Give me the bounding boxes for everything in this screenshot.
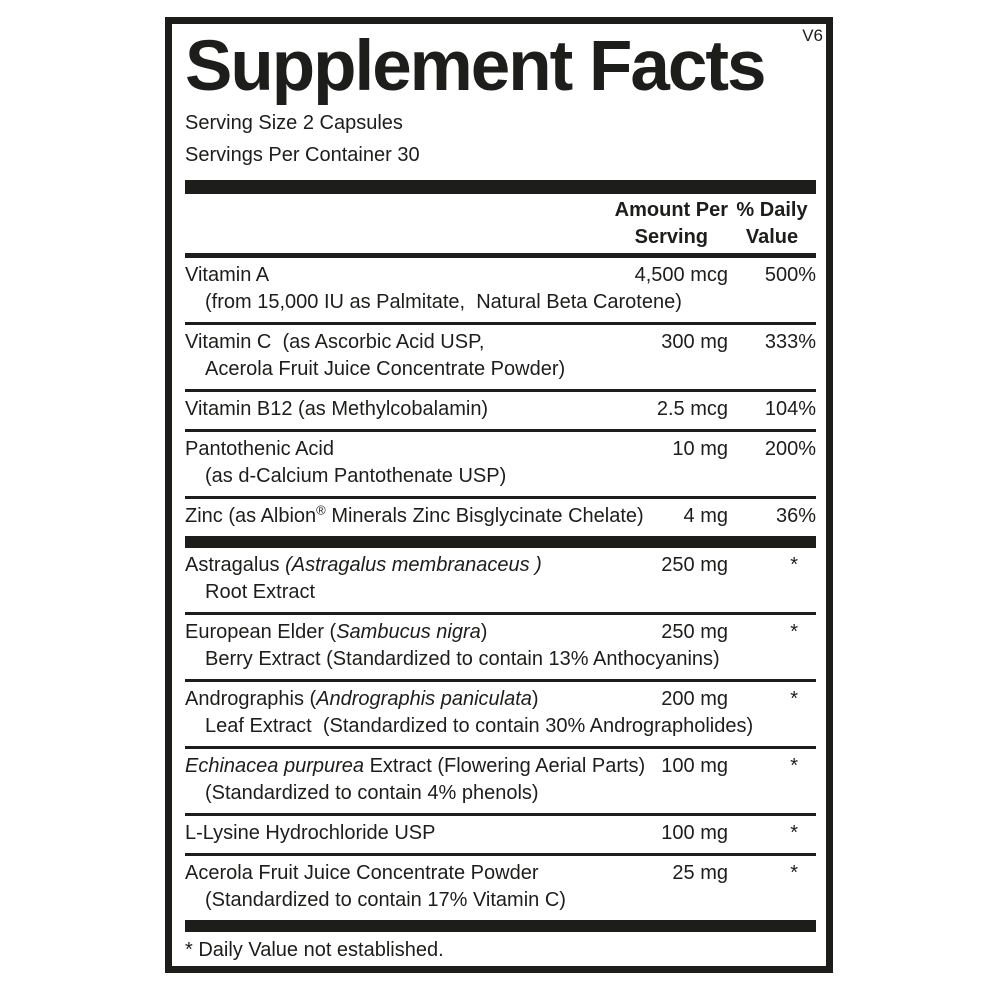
ingredient-rows: [185, 258, 816, 932]
ingredient-text: (as d-Calcium Pantothenate USP): [205, 465, 507, 487]
ingredient-daily-value: 104%: [764, 398, 816, 420]
ingredient-line2: [185, 579, 816, 606]
ingredient-amount: 250 mg: [661, 554, 728, 576]
ingredient-text: (from 15,000 IU as Palmitate, Natural Beta Carotene): [205, 291, 682, 313]
ingredient-daily-value: 333%: [764, 331, 816, 353]
ingredient-name: [185, 329, 484, 356]
panel-content: [172, 27, 826, 964]
ingredient-daily-value: 36%: [775, 505, 816, 527]
ingredient-amount: 4,500 mcg: [634, 264, 728, 286]
ingredient-row: [185, 432, 816, 499]
ingredient-line1: [185, 436, 816, 463]
ingredient-text: Leaf Extract (Standardized to contain 30% Andrographolides): [205, 715, 754, 737]
amount-header-line2: Serving: [634, 226, 708, 248]
ingredient-line1: [185, 396, 816, 423]
ingredient-text: Minerals Zinc Bisglycinate Chelate): [325, 505, 644, 527]
ingredient-name: [185, 860, 539, 887]
ingredient-text: Vitamin A: [185, 264, 270, 286]
ingredient-line1: [185, 503, 816, 530]
amount-header-line1: Amount Per: [614, 199, 728, 221]
ingredient-row: [185, 392, 816, 432]
ingredient-line1: [185, 686, 816, 713]
amount-per-serving-header: [615, 197, 728, 251]
ingredient-amount: 200 mg: [661, 688, 728, 710]
ingredient-botanical-name: Echinacea purpurea: [185, 755, 365, 777]
ingredient-text: Acerola Fruit Juice Concentrate Powder: [185, 862, 539, 884]
ingredient-row: [185, 816, 816, 856]
ingredient-name: [185, 686, 539, 713]
ingredient-botanical-name: Sambucus nigra: [336, 621, 481, 643]
serving-size: Serving Size 2 Capsules: [185, 112, 403, 134]
ingredient-row: [185, 258, 816, 325]
ingredient-amount: 300 mg: [661, 331, 728, 353]
ingredient-text: (Standardized to contain 17% Vitamin C): [205, 889, 566, 911]
column-header-row: [185, 194, 816, 258]
supplement-facts-panel: [165, 17, 833, 973]
ingredient-amount: 250 mg: [661, 621, 728, 643]
ingredient-daily-value: *: [790, 554, 798, 576]
ingredient-row: [185, 682, 816, 749]
ingredient-line2: [185, 463, 816, 490]
ingredient-line1: [185, 262, 816, 289]
ingredient-line1: [185, 619, 816, 646]
ingredient-text: Astragalus: [185, 554, 286, 576]
daily-value-header: [728, 197, 816, 251]
ingredient-amount: 10 mg: [672, 438, 728, 460]
ingredient-text: Andrographis (: [185, 688, 317, 710]
ingredient-text: (Standardized to contain 4% phenols): [205, 782, 539, 804]
ingredient-name: [185, 396, 488, 423]
dv-header-line2: Value: [745, 226, 799, 248]
ingredient-botanical-name: Andrographis paniculata: [316, 688, 532, 710]
ingredient-text: Acerola Fruit Juice Concentrate Powder): [205, 358, 566, 380]
ingredient-line2: [185, 289, 816, 316]
ingredient-daily-value: *: [790, 621, 798, 643]
ingredient-name: [185, 262, 269, 289]
ingredient-line2: [185, 646, 816, 673]
ingredient-text: European Elder (: [185, 621, 337, 643]
ingredient-daily-value: 500%: [764, 264, 816, 286]
ingredient-line2: [185, 356, 816, 383]
ingredient-amount: 4 mg: [683, 505, 728, 527]
ingredient-daily-value: *: [790, 755, 798, 777]
ingredient-daily-value: *: [790, 822, 798, 844]
ingredient-line1: [185, 552, 816, 579]
panel-title: Supplement Facts: [185, 27, 765, 106]
ingredient-name: [185, 436, 334, 463]
ingredient-line1: [185, 753, 816, 780]
ingredient-row: [185, 856, 816, 932]
ingredient-text: Extract (Flowering Aerial Parts): [364, 755, 646, 777]
ingredient-daily-value: *: [790, 862, 798, 884]
ingredient-text: Zinc (as Albion: [185, 505, 317, 527]
registered-trademark-symbol: ®: [316, 502, 326, 518]
ingredient-row: [185, 499, 816, 548]
ingredient-text: L-Lysine Hydrochloride USP: [185, 822, 436, 844]
ingredient-text: ): [480, 621, 488, 643]
ingredient-text: Vitamin C (as Ascorbic Acid USP,: [185, 331, 485, 353]
ingredient-amount: 25 mg: [672, 862, 728, 884]
ingredient-line2: [185, 713, 816, 740]
ingredient-text: Berry Extract (Standardized to contain 13% Anthocyanins): [205, 648, 720, 670]
thick-divider-top: [185, 180, 816, 194]
ingredient-line1: [185, 329, 816, 356]
ingredient-text: ): [531, 688, 539, 710]
ingredient-daily-value: 200%: [764, 438, 816, 460]
ingredient-text: Root Extract: [205, 581, 316, 603]
ingredient-line1: [185, 860, 816, 887]
ingredient-amount: 100 mg: [661, 755, 728, 777]
ingredient-name: [185, 552, 542, 579]
ingredient-name: [185, 503, 644, 530]
servings-per-container: Servings Per Container 30: [185, 144, 420, 166]
version-label: V6: [802, 26, 823, 45]
ingredient-line1: [185, 820, 816, 847]
ingredient-name: [185, 619, 487, 646]
ingredient-row: [185, 749, 816, 816]
ingredient-row: [185, 325, 816, 392]
dv-header-line1: % Daily: [736, 199, 808, 221]
daily-value-footnote: * Daily Value not established.: [185, 939, 444, 961]
ingredient-botanical-name: (Astragalus membranaceus ): [285, 554, 542, 576]
ingredient-row: [185, 548, 816, 615]
ingredient-line2: [185, 887, 816, 914]
ingredient-text: Vitamin B12 (as Methylcobalamin): [185, 398, 489, 420]
ingredient-row: [185, 615, 816, 682]
ingredient-amount: 100 mg: [661, 822, 728, 844]
ingredient-line2: [185, 780, 816, 807]
ingredient-name: [185, 753, 645, 780]
ingredient-amount: 2.5 mcg: [656, 398, 728, 420]
ingredient-daily-value: *: [790, 688, 798, 710]
ingredient-text: Pantothenic Acid: [185, 438, 334, 460]
ingredient-name: [185, 820, 435, 847]
